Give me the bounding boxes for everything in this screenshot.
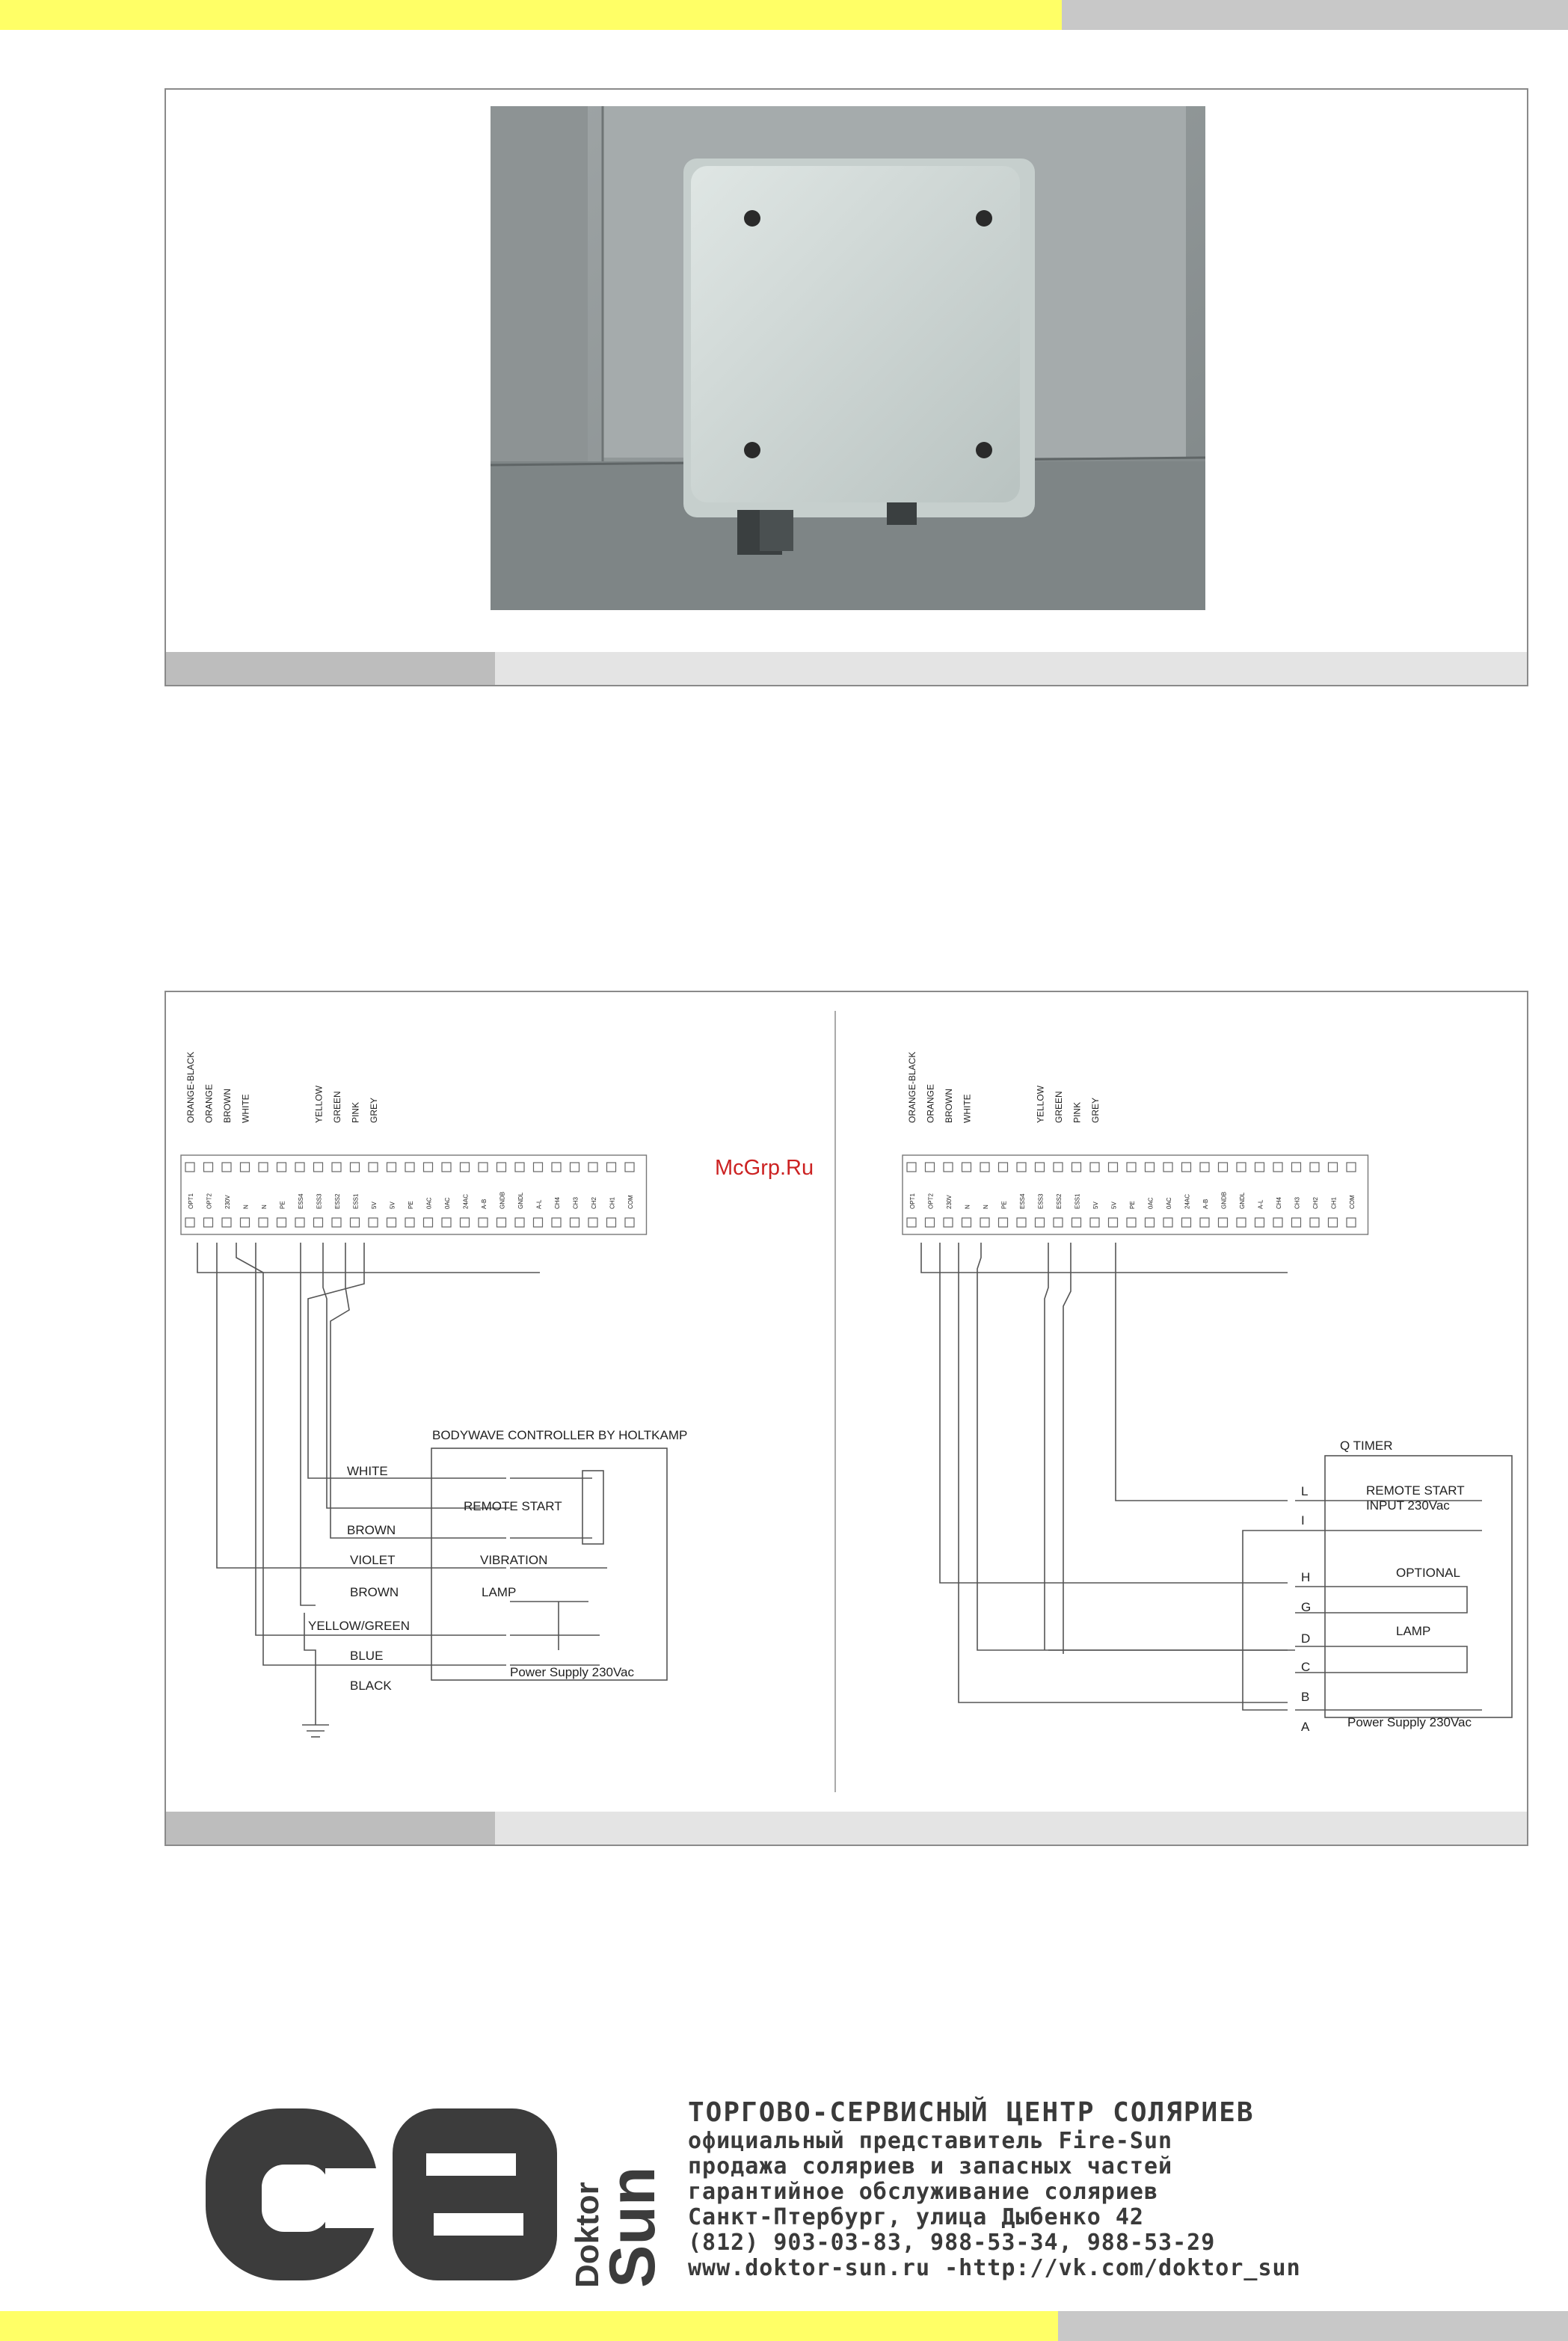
terminal-bottom xyxy=(1273,1218,1282,1227)
wire-name-label: WHITE xyxy=(347,1464,388,1478)
footer-line: (812) 903-03-83, 988-53-34, 988-53-29 xyxy=(688,2230,1216,2256)
vibration-label: VIBRATION xyxy=(480,1553,548,1567)
terminal-top xyxy=(222,1163,231,1172)
terminal-top xyxy=(1146,1163,1155,1172)
terminal-label: ESS4 xyxy=(1019,1193,1026,1209)
wire-name-label: BROWN xyxy=(347,1523,396,1537)
optional-label: OPTIONAL xyxy=(1396,1566,1460,1580)
terminal-top xyxy=(1292,1163,1301,1172)
terminal-top xyxy=(351,1163,360,1172)
terminal-top xyxy=(607,1163,616,1172)
terminal-bottom xyxy=(222,1218,231,1227)
terminal-bottom xyxy=(204,1218,213,1227)
terminal-bottom xyxy=(259,1218,268,1227)
terminal-label: COM xyxy=(1349,1195,1356,1209)
terminal-label: A-L xyxy=(535,1199,543,1209)
terminal-label: N xyxy=(261,1205,268,1209)
terminal-top xyxy=(552,1163,561,1172)
terminal-top xyxy=(1347,1163,1356,1172)
terminal-bottom xyxy=(369,1218,378,1227)
wire-color-label: ORANGE xyxy=(203,1083,215,1123)
terminal-label: 230V xyxy=(224,1195,231,1209)
terminal-top xyxy=(185,1163,194,1172)
terminal-top xyxy=(1200,1163,1209,1172)
terminal-label: OPT2 xyxy=(206,1193,213,1209)
terminal-label: PE xyxy=(279,1201,286,1209)
terminal-top xyxy=(534,1163,543,1172)
terminal-bottom xyxy=(1109,1218,1118,1227)
terminal-bottom xyxy=(1219,1218,1228,1227)
terminal-bottom xyxy=(479,1218,488,1227)
power-supply-label: Power Supply 230Vac xyxy=(510,1665,635,1679)
terminal-label: ESS1 xyxy=(352,1193,360,1209)
terminal-label: N xyxy=(983,1205,989,1209)
terminal-bottom xyxy=(515,1218,524,1227)
terminal-top xyxy=(1182,1163,1191,1172)
terminal-bottom xyxy=(534,1218,543,1227)
terminal-bottom xyxy=(1054,1218,1063,1227)
terminal-top xyxy=(588,1163,597,1172)
terminal-label: 5V xyxy=(371,1202,378,1209)
terminal-bottom xyxy=(1127,1218,1136,1227)
footer-line: гарантийное обслуживание соляриев xyxy=(688,2179,1159,2205)
remote-start-label: REMOTE START xyxy=(1366,1483,1465,1498)
terminal-bottom xyxy=(571,1218,579,1227)
wire-color-label: GREEN xyxy=(332,1091,342,1123)
terminal-top xyxy=(241,1163,250,1172)
lamp-label: LAMP xyxy=(482,1585,517,1599)
terminal-top xyxy=(962,1163,971,1172)
terminal-bottom xyxy=(1200,1218,1209,1227)
timer-pin-label: H xyxy=(1301,1570,1311,1584)
terminal-top xyxy=(999,1163,1008,1172)
wire-color-label: ORANGE xyxy=(925,1083,936,1123)
terminal-bottom xyxy=(926,1218,935,1227)
terminal-bottom xyxy=(1017,1218,1026,1227)
terminal-label: GNDB xyxy=(499,1191,506,1209)
terminal-top xyxy=(1090,1163,1099,1172)
footer-line: www.doktor-sun.ru -http://vk.com/doktor_sun xyxy=(688,2255,1301,2281)
top-yellow-bar xyxy=(0,0,1062,30)
terminal-bottom xyxy=(607,1218,616,1227)
terminal-bottom xyxy=(552,1218,561,1227)
terminal-label: GNDL xyxy=(1239,1192,1246,1209)
terminal-label: COM xyxy=(627,1195,634,1209)
terminal-bottom xyxy=(295,1218,304,1227)
terminal-bottom xyxy=(907,1218,916,1227)
photo-frame xyxy=(165,88,1528,686)
footer-contact xyxy=(688,2097,1301,2281)
terminal-label: CH2 xyxy=(591,1196,597,1209)
terminal-label: GNDB xyxy=(1220,1191,1228,1209)
left-wiring xyxy=(197,1243,667,1737)
terminal-top xyxy=(1219,1163,1228,1172)
right-wiring xyxy=(921,1243,1512,1717)
terminal-label: OPT2 xyxy=(927,1193,935,1209)
terminal-top xyxy=(1017,1163,1026,1172)
terminal-top xyxy=(277,1163,286,1172)
terminal-top xyxy=(479,1163,488,1172)
logo-word1: Doktor xyxy=(569,2182,606,2288)
terminal-bottom xyxy=(980,1218,989,1227)
terminal-top xyxy=(369,1163,378,1172)
wire-color-label: GREY xyxy=(369,1097,379,1123)
terminal-label: ESS3 xyxy=(1037,1193,1045,1209)
terminal-bottom xyxy=(1292,1218,1301,1227)
wire-color-label: GREY xyxy=(1090,1097,1101,1123)
terminal-bottom xyxy=(185,1218,194,1227)
wire-color-label: PINK xyxy=(350,1101,361,1123)
terminal-bottom xyxy=(588,1218,597,1227)
terminal-top xyxy=(515,1163,524,1172)
terminal-label: OPT1 xyxy=(909,1193,916,1209)
terminal-label: ESS2 xyxy=(1056,1193,1063,1209)
frame-footer xyxy=(166,652,1527,685)
frame-footer-tab xyxy=(166,1812,495,1845)
terminal-top xyxy=(204,1163,213,1172)
terminal-label: 0AC xyxy=(444,1197,451,1209)
terminal-top xyxy=(625,1163,634,1172)
terminal-label: PE xyxy=(1000,1201,1008,1209)
terminal-label: ESS4 xyxy=(298,1193,304,1209)
terminal-label: OPT1 xyxy=(188,1193,194,1209)
terminal-top xyxy=(259,1163,268,1172)
diagram-frame xyxy=(165,991,1528,1846)
terminal-bottom xyxy=(1182,1218,1191,1227)
wire-color-label: WHITE xyxy=(240,1094,251,1123)
wiring-diagrams xyxy=(166,992,1527,1815)
terminal-bottom xyxy=(424,1218,433,1227)
logo-word2: Sun xyxy=(597,2166,665,2288)
terminal-strip xyxy=(181,1155,647,1234)
terminal-top xyxy=(1127,1163,1136,1172)
timer-pin-label: I xyxy=(1301,1513,1305,1528)
footer-line: Санкт-Птербург, улица Дыбенко 42 xyxy=(688,2204,1144,2230)
terminal-top xyxy=(926,1163,935,1172)
terminal-bottom xyxy=(1090,1218,1099,1227)
terminal-top xyxy=(442,1163,451,1172)
wire-color-label: WHITE xyxy=(962,1094,973,1123)
timer-pin-label: C xyxy=(1301,1660,1311,1674)
terminal-top xyxy=(1237,1163,1246,1172)
terminal-bottom xyxy=(1163,1218,1172,1227)
bottom-grey-bar xyxy=(1058,2311,1568,2341)
terminal-top xyxy=(424,1163,433,1172)
terminal-label: 24AC xyxy=(462,1193,470,1209)
terminal-bottom xyxy=(1146,1218,1155,1227)
terminal-top xyxy=(1329,1163,1338,1172)
footer-heading: ТОРГОВО-СЕРВИСНЫЙ ЦЕНТР СОЛЯРИЕВ xyxy=(688,2097,1255,2128)
terminal-top xyxy=(1109,1163,1118,1172)
timer-pin-label: A xyxy=(1301,1720,1310,1734)
terminal-bottom xyxy=(442,1218,451,1227)
footer-line: продажа соляриев и запасных частей xyxy=(688,2153,1173,2180)
terminal-top xyxy=(295,1163,304,1172)
timer-pin-label: G xyxy=(1301,1600,1312,1614)
terminal-top xyxy=(980,1163,989,1172)
terminal-bottom xyxy=(1036,1218,1045,1227)
terminal-label: ESS3 xyxy=(316,1193,323,1209)
timer-pin-label: B xyxy=(1301,1690,1310,1704)
terminal-top xyxy=(387,1163,396,1172)
timer-pin-label: D xyxy=(1301,1631,1311,1646)
terminal-bottom xyxy=(314,1218,323,1227)
terminal-label: ESS2 xyxy=(334,1193,341,1209)
terminal-top xyxy=(461,1163,470,1172)
terminal-label: A-B xyxy=(1202,1199,1209,1209)
terminal-label: A-B xyxy=(481,1199,488,1209)
terminal-bottom xyxy=(241,1218,250,1227)
wire-name-label: YELLOW/GREEN xyxy=(308,1619,411,1633)
terminal-label: CH3 xyxy=(1294,1196,1301,1209)
doktor-sun-logo xyxy=(202,2094,665,2307)
terminal-top xyxy=(497,1163,506,1172)
terminal-label: N xyxy=(242,1205,250,1209)
terminal-top xyxy=(907,1163,916,1172)
footer-line: официальный представитель Fire-Sun xyxy=(688,2128,1173,2154)
terminal-top xyxy=(314,1163,323,1172)
terminal-label: N xyxy=(964,1205,971,1209)
terminal-top xyxy=(1310,1163,1319,1172)
terminal-bottom xyxy=(405,1218,414,1227)
terminal-bottom xyxy=(1347,1218,1356,1227)
terminal-bottom xyxy=(387,1218,396,1227)
terminal-bottom xyxy=(625,1218,634,1227)
terminal-bottom xyxy=(332,1218,341,1227)
input-label: INPUT 230Vac xyxy=(1366,1498,1450,1513)
terminal-label: 5V xyxy=(389,1202,396,1209)
remote-start-label: REMOTE START xyxy=(464,1499,562,1513)
wire-color-label: YELLOW xyxy=(313,1085,325,1123)
terminal-strip xyxy=(903,1155,1368,1234)
terminal-bottom xyxy=(351,1218,360,1227)
terminal-bottom xyxy=(1310,1218,1319,1227)
lamp-label: LAMP xyxy=(1396,1624,1431,1638)
top-grey-bar xyxy=(1062,0,1568,30)
terminal-label: CH1 xyxy=(1330,1196,1338,1209)
terminal-top xyxy=(1036,1163,1045,1172)
terminal-top xyxy=(405,1163,414,1172)
frame-footer xyxy=(166,1812,1527,1845)
wire-color-label: ORANGE-BLACK xyxy=(185,1051,196,1123)
terminal-label: CH3 xyxy=(572,1196,579,1209)
wire-color-label: BROWN xyxy=(222,1089,233,1123)
terminal-label: CH4 xyxy=(1276,1196,1282,1209)
terminal-bottom xyxy=(497,1218,506,1227)
timer-pin-label: L xyxy=(1301,1484,1309,1498)
bottom-yellow-bar xyxy=(0,2311,1058,2341)
terminal-bottom xyxy=(1329,1218,1338,1227)
terminal-bottom xyxy=(277,1218,286,1227)
terminal-top xyxy=(1255,1163,1264,1172)
terminal-label: PE xyxy=(1129,1201,1136,1209)
terminal-label: 5V xyxy=(1110,1202,1118,1209)
terminal-bottom xyxy=(1072,1218,1081,1227)
wire-color-label: BROWN xyxy=(944,1089,954,1123)
terminal-label: CH4 xyxy=(554,1196,561,1209)
enclosure-photo xyxy=(491,106,1205,610)
terminal-label: 5V xyxy=(1092,1202,1099,1209)
terminal-bottom xyxy=(1255,1218,1264,1227)
terminal-bottom xyxy=(1237,1218,1246,1227)
terminal-label: 0AC xyxy=(1147,1197,1155,1209)
terminal-top xyxy=(1163,1163,1172,1172)
wire-color-label: ORANGE-BLACK xyxy=(907,1051,917,1123)
wire-name-label: BLUE xyxy=(350,1649,384,1663)
wire-color-label: YELLOW xyxy=(1035,1085,1046,1123)
wire-name-label: VIOLET xyxy=(350,1553,396,1567)
wire-color-label: PINK xyxy=(1072,1101,1083,1123)
terminal-label: ESS1 xyxy=(1074,1193,1081,1209)
terminal-top xyxy=(1273,1163,1282,1172)
terminal-label: 0AC xyxy=(425,1197,433,1209)
terminal-top xyxy=(1072,1163,1081,1172)
power-supply-label: Power Supply 230Vac xyxy=(1347,1715,1472,1729)
wire-color-label: GREEN xyxy=(1054,1091,1064,1123)
terminal-bottom xyxy=(944,1218,953,1227)
wire-name-label: BLACK xyxy=(350,1679,392,1693)
wire-name-label: BROWN xyxy=(350,1585,399,1599)
terminal-label: CH1 xyxy=(609,1196,616,1209)
terminal-label: 24AC xyxy=(1184,1193,1191,1209)
terminal-label: 230V xyxy=(946,1195,953,1209)
timer-title: Q TIMER xyxy=(1340,1439,1393,1453)
terminal-top xyxy=(1054,1163,1063,1172)
terminal-top xyxy=(571,1163,579,1172)
frame-footer-tab xyxy=(166,652,495,685)
terminal-top xyxy=(944,1163,953,1172)
terminal-top xyxy=(332,1163,341,1172)
terminal-label: A-L xyxy=(1257,1199,1264,1209)
terminal-label: GNDL xyxy=(517,1192,524,1209)
terminal-bottom xyxy=(999,1218,1008,1227)
controller-title: BODYWAVE CONTROLLER BY HOLTKAMP xyxy=(432,1428,688,1442)
terminal-label: CH2 xyxy=(1312,1196,1319,1209)
terminal-label: PE xyxy=(408,1201,414,1209)
terminal-bottom xyxy=(461,1218,470,1227)
terminal-label: 0AC xyxy=(1166,1197,1172,1209)
terminal-bottom xyxy=(962,1218,971,1227)
watermark: McGrp.Ru xyxy=(715,1156,814,1180)
